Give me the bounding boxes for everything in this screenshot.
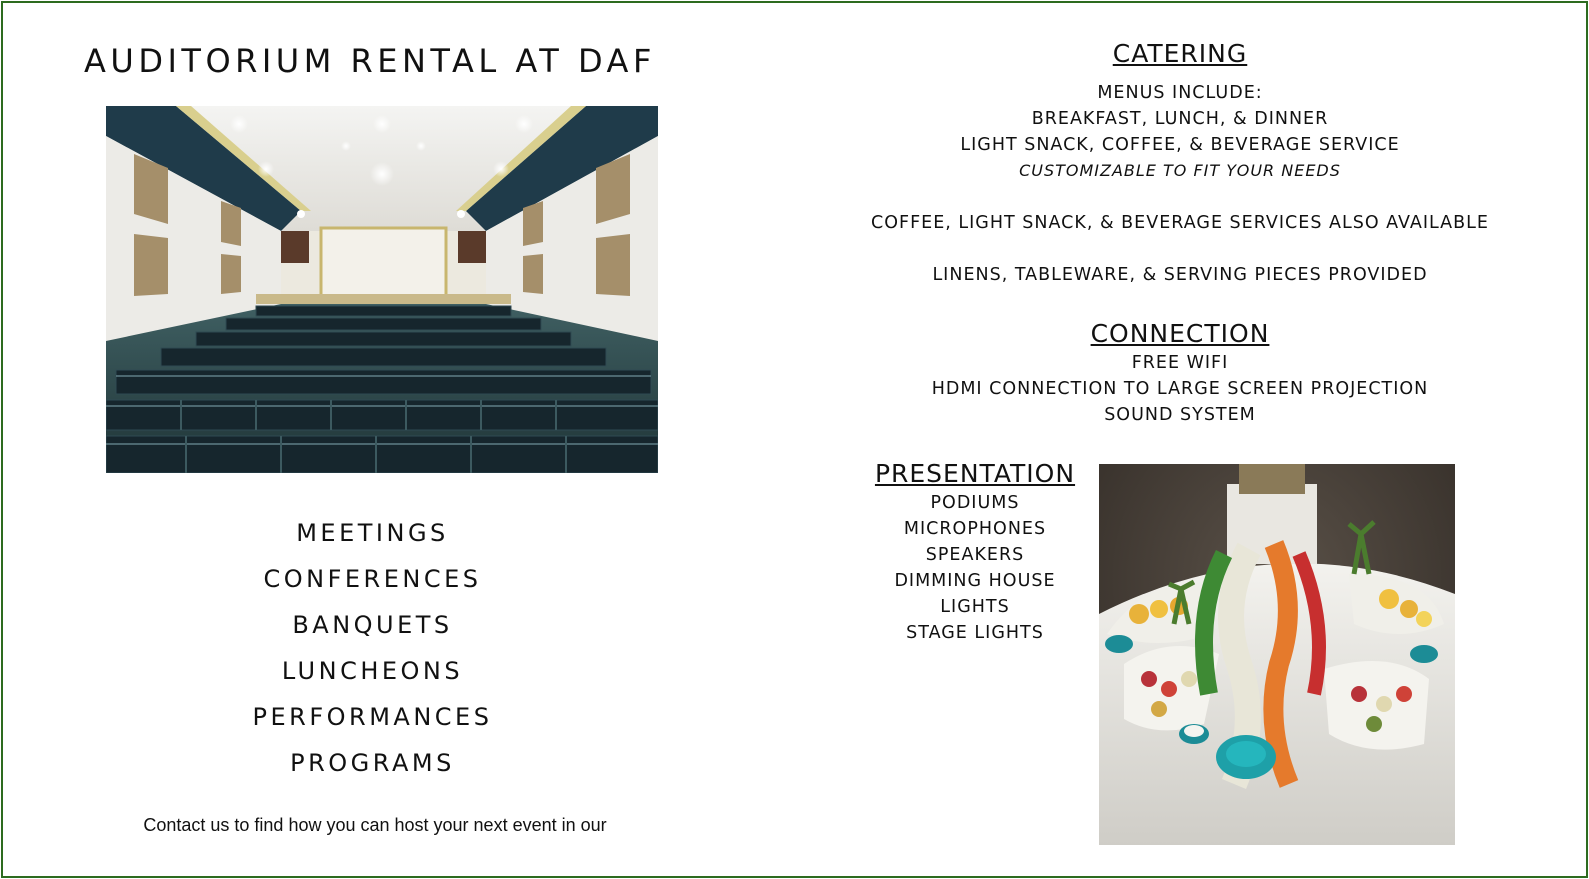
catering-custom-note: CUSTOMIZABLE TO FIT YOUR NEEDS [1019,161,1341,180]
page-title: AUDITORIUM RENTAL AT DAF [84,42,656,80]
connection-line: SOUND SYSTEM [1104,405,1256,425]
catering-line: MENUS INCLUDE: [1097,83,1263,103]
auditorium-photo [106,106,658,473]
connection-line: HDMI CONNECTION TO LARGE SCREEN PROJECTION [931,379,1429,399]
presentation-line: SPEAKERS [925,545,1025,565]
catering-line: LIGHT SNACK, COFFEE, & BEVERAGE SERVICE [960,135,1400,155]
presentation-line: PODIUMS [930,493,1020,513]
event-type-luncheons: LUNCHEONS [281,657,464,685]
catering-section [860,38,1500,288]
catering-services-note: COFFEE, LIGHT SNACK, & BEVERAGE SERVICES ALSO AVAILABLE [871,213,1489,233]
presentation-section [870,458,1080,646]
event-type-banquets: BANQUETS [292,611,453,639]
catering-heading: CATERING [1112,39,1248,68]
catering-linens-note: LINENS, TABLEWARE, & SERVING PIECES PROVIDED [932,265,1428,285]
connection-line: FREE WIFI [1131,353,1229,373]
presentation-heading: PRESENTATION [874,459,1076,488]
presentation-line: STAGE LIGHTS [906,623,1044,643]
event-type-meetings: MEETINGS [296,519,449,547]
presentation-line: DIMMING HOUSE [894,571,1056,591]
contact-text: Contact us to find how you can host your next event in our [143,815,607,835]
event-type-programs: PROGRAMS [290,749,455,777]
connection-section [860,318,1500,428]
presentation-line: LIGHTS [940,597,1010,617]
catering-line: BREAKFAST, LUNCH, & DINNER [1031,109,1329,129]
presentation-line: MICROPHONES [903,519,1047,539]
event-type-conferences: CONFERENCES [263,565,482,593]
event-types-list [200,510,545,786]
catering-food-photo [1099,464,1455,845]
connection-heading: CONNECTION [1090,319,1270,348]
event-type-performances: PERFORMANCES [252,703,493,731]
